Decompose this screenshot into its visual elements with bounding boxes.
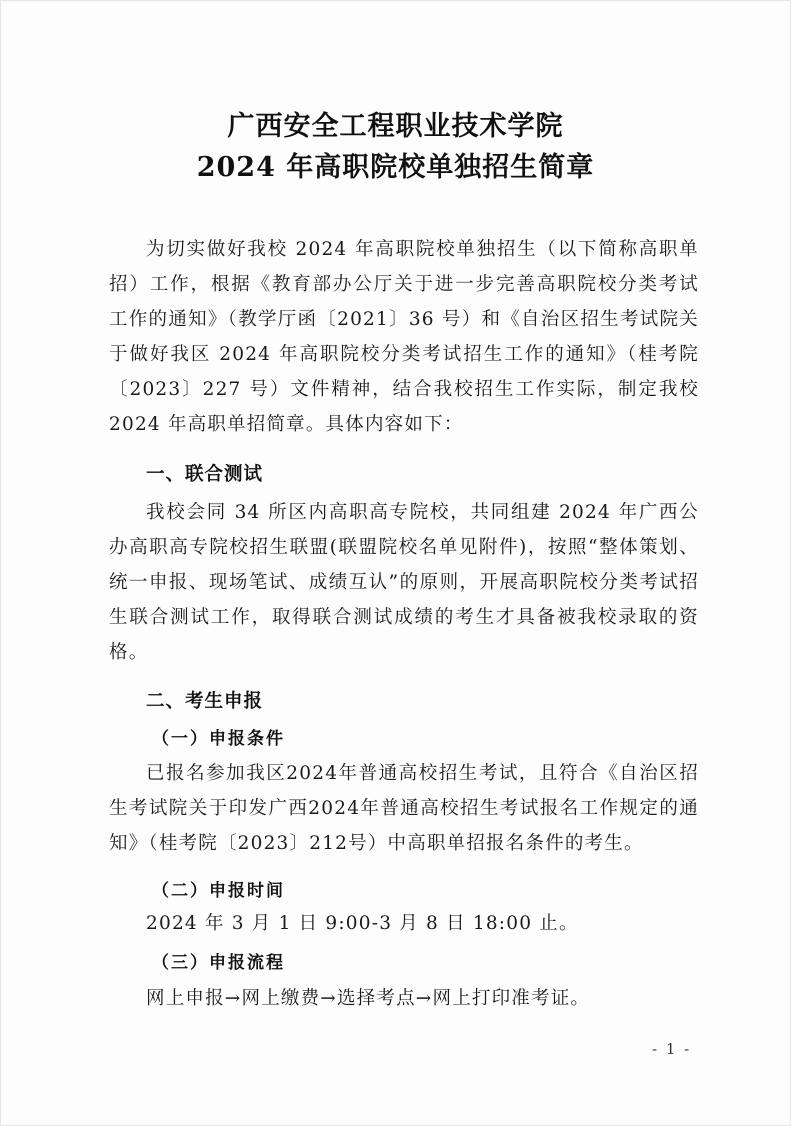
subsection-heading-time: （二）申报时间 bbox=[152, 881, 285, 901]
subsection-heading-conditions: （一）申报条件 bbox=[152, 729, 285, 749]
page-number: - 1 - bbox=[652, 1040, 692, 1058]
subsection-body-process: 网上申报→网上缴费→选择考点→网上打印准考证。 bbox=[146, 988, 591, 1009]
document-subtitle: 2024 年高职院校单独招生简章 bbox=[196, 152, 595, 183]
subsection-heading-process: （三）申报流程 bbox=[152, 953, 285, 973]
document-title: 广西安全工程职业技术学院 bbox=[227, 111, 564, 142]
subsection-body-time: 2024 年 3 月 1 日 9:00-3 月 8 日 18:00 止。 bbox=[146, 913, 579, 934]
intro-paragraph: 为切实做好我校 2024 年高职院校单独招生（以下简称高职单招）工作，根据《教育部办公厅关于进一步完善高职院校分类考试工作的通知》（教学厅函〔2021〕36 号）和《自治区招生考试院关于做好我区 2024 年高职院校分类考试招生工作的通知》（桂考院〔2023〕227 号）文件精神，结合我校招生工作实际，制定我校 2024 年高职单招简章。具体内容如下： bbox=[109, 239, 699, 435]
section-heading-application: 二、考生申报 bbox=[146, 691, 264, 712]
subsection-body-conditions: 已报名参加我区2024年普通高校招生考试，且符合《自治区招生考试院关于印发广西2024年普通高校招生考试报名工作规定的通知》（桂考院〔2023〕212号）中高职单招报名条件的考生。 bbox=[109, 763, 699, 854]
section-heading-joint-test: 一、联合测试 bbox=[146, 464, 264, 485]
section-body-joint-test: 我校会同 34 所区内高职高专院校，共同组建 2024 年广西公办高职高专院校招生联盟(联盟院校名单见附件)，按照“整体策划、统一申报、现场笔试、成绩互认”的原则，开展高职院校分类考试招生联合测试工作，取得联合测试成绩的考生才具备被我校录取的资格。 bbox=[109, 502, 699, 663]
